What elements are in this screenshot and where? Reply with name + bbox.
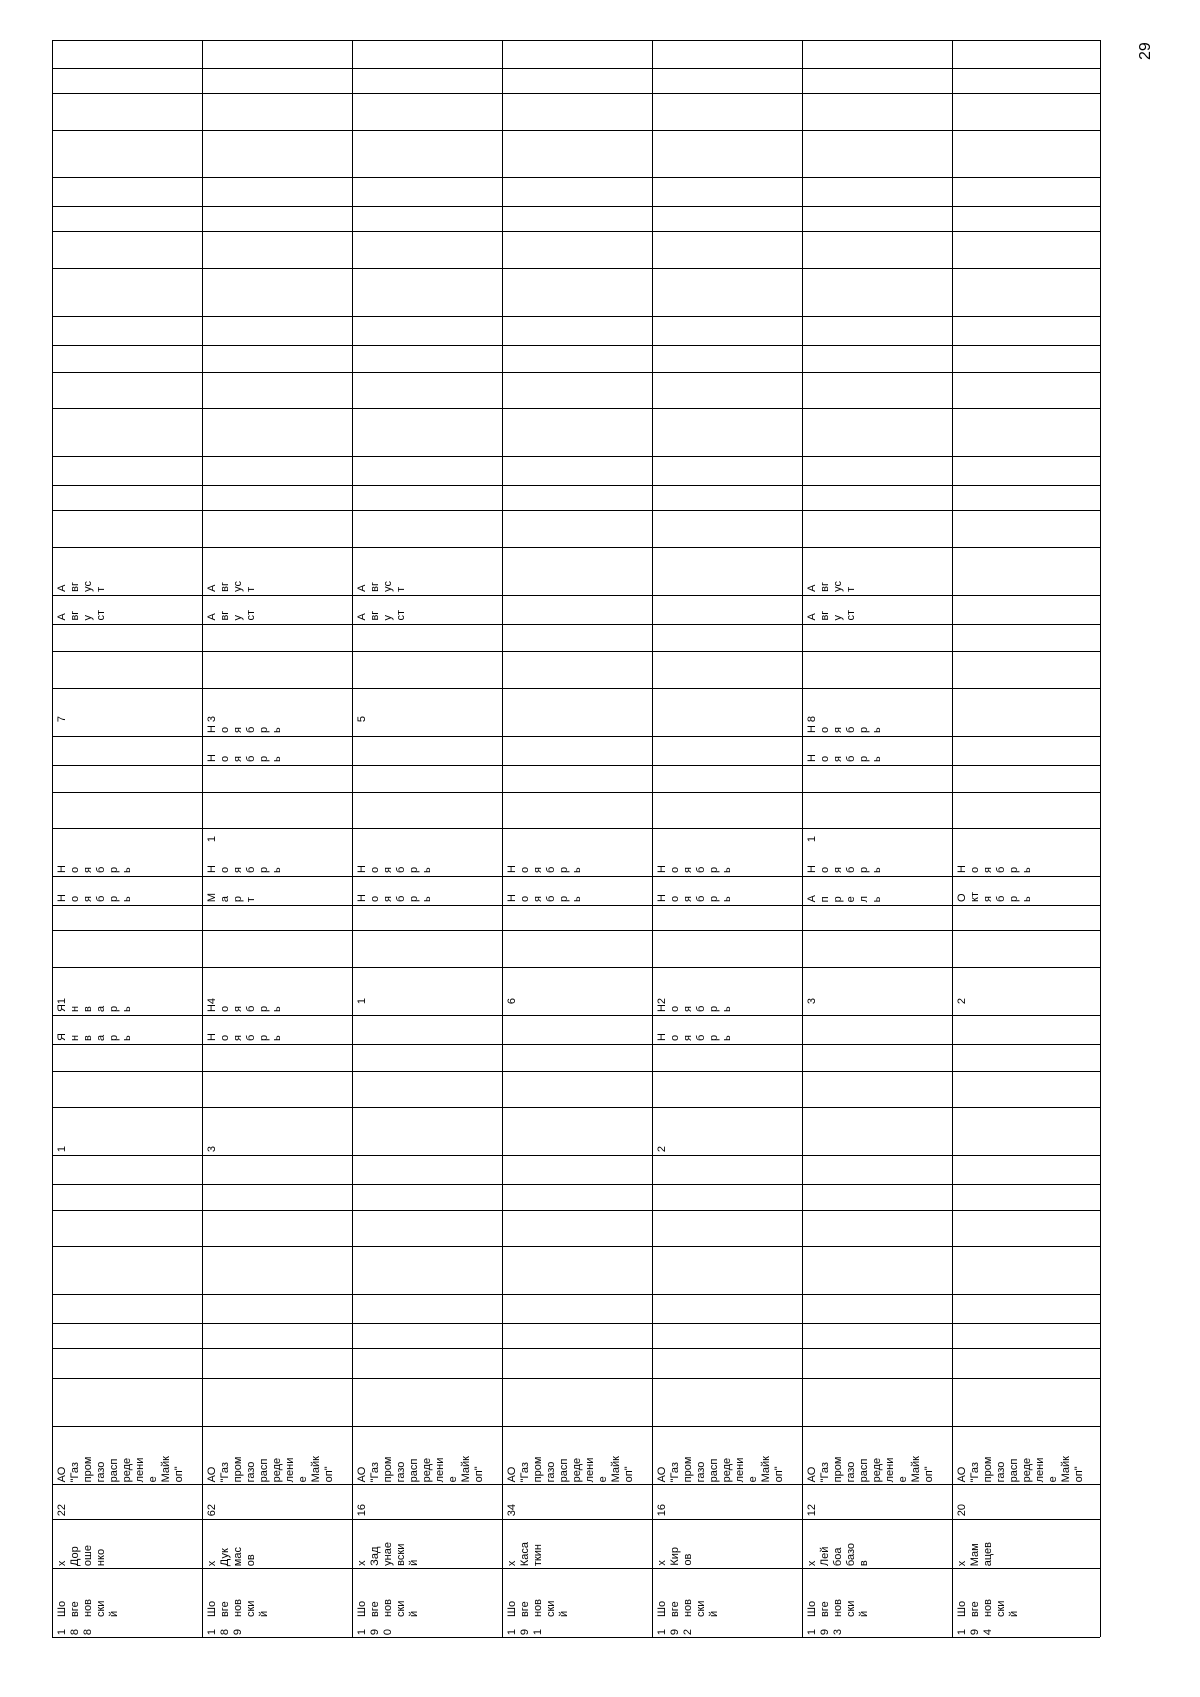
column-divider [52,1378,1100,1379]
table-cell-c5: АО "Газ пром газо расп реде лени е Майк оп" [956,1456,1085,1483]
column-divider [52,595,1100,596]
column-divider [52,1015,1100,1016]
table-cell-c12: Я н в а р ь [56,1004,133,1012]
row-divider [502,40,503,1637]
table-cell-c15: Н о я б р ь [506,894,583,902]
column-divider [52,624,1100,625]
column-divider [52,268,1100,269]
column-divider [52,736,1100,737]
column-divider [52,765,1100,766]
table-cell-c3: 20 [956,1504,968,1517]
table-cell-c2: х Лей боа базо в [806,1543,870,1567]
column-divider [52,905,1100,906]
table-cell-c13: 4 [206,998,218,1005]
row-number: 1 9 2 [656,1629,694,1636]
column-divider [52,93,1100,94]
table-cell-c2: х Дор оше нко [56,1545,107,1567]
column-divider [52,1519,1100,1520]
column-divider [52,510,1100,511]
table-cell-c3: 16 [356,1504,368,1517]
column-divider [52,1044,1100,1045]
column-divider [52,651,1100,652]
column-divider [52,1294,1100,1295]
table-cell-c13: 1 [356,998,368,1005]
table-cell-c13: 3 [806,998,818,1005]
column-divider [52,1184,1100,1185]
table-cell-c1: Шо вге нов ски й [806,1599,870,1618]
table-cell-c2: х Кир ов [656,1547,694,1566]
column-divider [52,876,1100,877]
column-divider [52,40,1100,41]
table-cell-c12: Н о я б р ь [656,1004,733,1012]
table-cell-c15: Н о я б р ь [56,894,133,902]
table-cell-c5: АО "Газ пром газо расп реде лени е Майк оп" [506,1456,635,1483]
column-divider [52,930,1100,931]
table-cell-c1: Шо вге нов ски й [206,1599,270,1618]
table-cell-c2: х Мам ацев [956,1542,994,1567]
column-divider [52,485,1100,486]
table-cell-c17: 1 [806,836,818,843]
table-cell-c23: А вг у ст [806,610,857,621]
column-divider [52,1071,1100,1072]
column-divider [52,68,1100,69]
table-cell-c13: 1 [56,998,68,1005]
table-cell-c1: Шо вге нов ски й [956,1599,1020,1618]
page-number: 29 [1137,42,1154,60]
table-cell-c19: Н о я б р ь [806,754,883,762]
table-cell-c16: Н о я б р ь [656,865,733,873]
column-divider [52,1484,1100,1485]
table-cell-c21: 8 [806,716,818,723]
table-cell-c5: АО "Газ пром газо расп реде лени е Майк оп" [356,1456,485,1483]
table-cell-c23: А вг у ст [56,610,107,621]
column-divider [52,177,1100,178]
table-cell-c15: А п р е л ь [806,895,883,903]
table-cell-c16: Н о я б р ь [806,865,883,873]
column-divider [52,828,1100,829]
table-cell-c19: Н о я б р ь [206,754,283,762]
table-cell-c16: Н о я б р ь [956,865,1033,873]
column-divider [52,130,1100,131]
table-cell-c13: 2 [656,998,668,1005]
table-cell-c1: Шо вге нов ски й [56,1599,120,1618]
row-divider [952,40,953,1637]
table-cell-c3: 34 [506,1504,518,1517]
column-divider [52,456,1100,457]
column-divider [52,1155,1100,1156]
column-divider [52,1426,1100,1427]
column-divider [52,1246,1100,1247]
table-cell-c13: 6 [506,998,518,1005]
table-cell-c11: Н о я б р ь [206,1033,283,1041]
table-cell-c11: Я н в а р ь [56,1033,133,1041]
column-divider [52,1210,1100,1211]
column-divider [52,1568,1100,1569]
row-number: 1 8 8 [56,1629,94,1636]
table-cell-c21: 3 [206,716,218,723]
table-cell-c20: Н о я б р ь [806,725,883,733]
column-divider [52,1107,1100,1108]
column-divider [52,206,1100,207]
table-cell-c16: Н о я б р ь [356,865,433,873]
table-cell-c13: 2 [956,998,968,1005]
table-cell-c23: А вг у ст [356,610,407,621]
table-cell-c16: Н о я б р ь [56,865,133,873]
table-cell-c1: Шо вге нов ски й [506,1599,570,1618]
table-cell-c12: Н о я б р ь [206,1004,283,1012]
row-number: 1 9 4 [956,1629,994,1636]
row-divider [52,40,53,1637]
row-number: 1 9 1 [506,1629,544,1636]
column-divider [52,408,1100,409]
table-cell-c20: Н о я б р ь [206,725,283,733]
column-divider [52,231,1100,232]
column-divider [52,688,1100,689]
table-cell-c16: Н о я б р ь [506,865,583,873]
row-divider [202,40,203,1637]
table-cell-c10: 2 [656,1146,668,1153]
table-cell-c1: Шо вге нов ски й [656,1599,720,1618]
column-divider [52,967,1100,968]
table-cell-c5: АО "Газ пром газо расп реде лени е Майк оп" [656,1456,785,1483]
table-cell-c15: О кт я б р ь [956,892,1033,902]
column-divider [52,1323,1100,1324]
table-cell-c3: 62 [206,1504,218,1517]
table-cell-c15: М а р т [206,893,257,903]
table-cell-c3: 22 [56,1504,68,1517]
column-divider [52,316,1100,317]
row-number: 1 8 9 [206,1629,244,1636]
table-cell-c2: х Дук мас ов [206,1547,257,1567]
table-cell-c24: А вг ус т [206,581,257,592]
row-divider [352,40,353,1637]
table-cell-c21: 5 [356,716,368,723]
table-cell-c23: А вг у ст [206,610,257,621]
table-cell-c2: х Зад унае вски й [356,1542,420,1566]
row-divider [652,40,653,1637]
column-divider [52,1637,1100,1638]
column-divider [52,547,1100,548]
column-divider [52,345,1100,346]
row-divider [1100,40,1101,1637]
table-cell-c15: Н о я б р ь [656,894,733,902]
column-divider [52,372,1100,373]
table-cell-c21: 7 [56,716,68,723]
column-divider [52,792,1100,793]
rotated-table [52,40,1100,1637]
row-number: 1 9 3 [806,1629,844,1636]
table-cell-c5: АО "Газ пром газо расп реде лени е Майк оп" [806,1456,935,1483]
table-cell-c24: А вг ус т [56,581,107,592]
table-cell-c15: Н о я б р ь [356,894,433,902]
table-cell-c24: А вг ус т [356,581,407,592]
table-cell-c24: А вг ус т [806,581,857,592]
table-cell-c2: х Каса ткин [506,1542,544,1567]
row-number: 1 9 0 [356,1629,394,1636]
table-cell-c11: Н о я б р ь [656,1033,733,1041]
row-divider [802,40,803,1637]
table-cell-c5: АО "Газ пром газо расп реде лени е Майк оп" [206,1456,335,1483]
table-cell-c16: Н о я б р ь [206,865,283,873]
table-cell-c17: 1 [206,836,218,843]
table-cell-c3: 12 [806,1504,818,1517]
table-cell-c5: АО "Газ пром газо расп реде лени е Майк оп" [56,1456,185,1483]
table-cell-c3: 16 [656,1504,668,1517]
table-cell-c10: 3 [206,1146,218,1153]
table-cell-c1: Шо вге нов ски й [356,1599,420,1618]
table-cell-c10: 1 [56,1146,68,1153]
column-divider [52,1348,1100,1349]
